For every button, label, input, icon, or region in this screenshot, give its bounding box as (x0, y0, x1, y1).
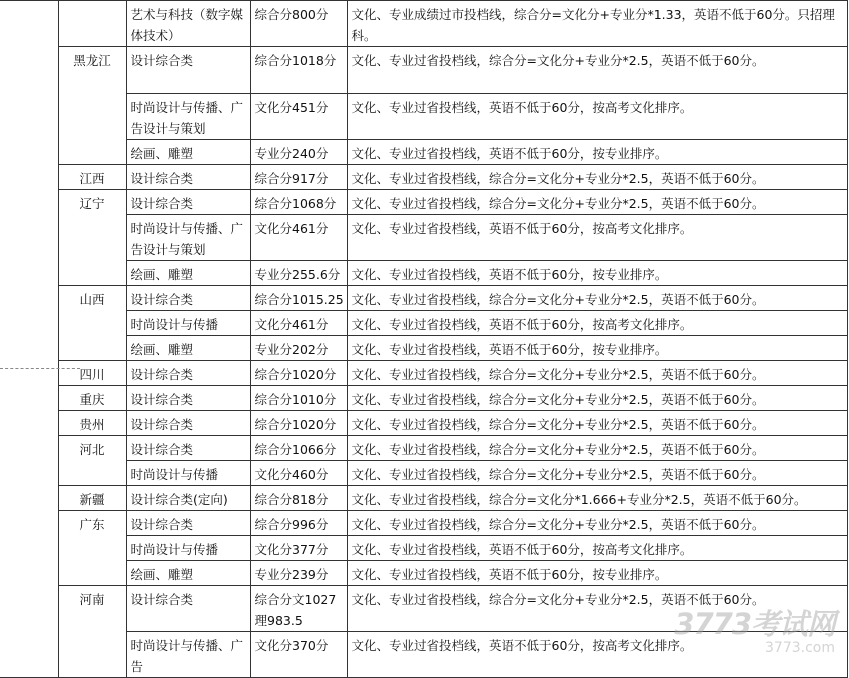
province-cell: 贵州 (58, 411, 126, 436)
table-row (0, 261, 847, 286)
score-cell: 文化分460分 (250, 461, 347, 486)
score-cell: 专业分255.6分 (250, 261, 347, 286)
province-cell: 重庆 (58, 386, 126, 411)
category-cell: 时尚设计与传播、广告设计与策划 (126, 215, 250, 261)
score-cell: 综合分1018分 (250, 47, 347, 94)
left-gutter (0, 1, 58, 678)
score-cell: 文化分461分 (250, 311, 347, 336)
rule-cell: 文化、专业过省投档线，综合分=文化分+专业分*2.5，英语不低于60分。 (347, 411, 847, 436)
rule-cell: 文化、专业过省投档线，综合分=文化分+专业分*2.5，英语不低于60分。 (347, 190, 847, 215)
province-cell: 黑龙江 (58, 47, 126, 165)
rule-cell: 文化、专业过省投档线，综合分=文化分+专业分*2.5，英语不低于60分。 (347, 586, 847, 632)
rule-cell: 文化、专业成绩过市投档线，综合分=文化分+专业分*1.33，英语不低于60分。只招理科。 (347, 1, 847, 47)
table-row (0, 336, 847, 361)
table-row (0, 286, 847, 311)
score-cell: 综合分1010分 (250, 386, 347, 411)
category-cell: 设计综合类 (126, 165, 250, 190)
table-row (0, 561, 847, 586)
table-row (0, 311, 847, 336)
rule-cell: 文化、专业过省投档线，英语不低于60分，按高考文化排序。 (347, 536, 847, 561)
province-cell: 河南 (58, 586, 126, 678)
table-row (0, 536, 847, 561)
table-row (0, 511, 847, 536)
table-row (0, 215, 847, 261)
category-cell: 绘画、雕塑 (126, 561, 250, 586)
dashed-separator (0, 368, 80, 369)
rule-cell: 文化、专业过省投档线，英语不低于60分，按专业排序。 (347, 261, 847, 286)
province-cell (58, 1, 126, 47)
rule-cell: 文化、专业过省投档线，综合分=文化分*1.666+专业分*2.5，英语不低于60分。 (347, 486, 847, 511)
watermark (674, 609, 835, 655)
table-row (0, 411, 847, 436)
category-cell: 绘画、雕塑 (126, 140, 250, 165)
category-cell: 时尚设计与传播 (126, 311, 250, 336)
category-cell: 时尚设计与传播 (126, 461, 250, 486)
province-cell: 新疆 (58, 486, 126, 511)
table-row (0, 361, 847, 386)
table-row (0, 386, 847, 411)
rule-cell: 文化、专业过省投档线，英语不低于60分，按高考文化排序。 (347, 632, 847, 678)
rule-cell: 文化、专业过省投档线，综合分=文化分+专业分*2.5，英语不低于60分。 (347, 461, 847, 486)
table-row (0, 47, 847, 94)
score-cell: 文化分461分 (250, 215, 347, 261)
score-cell: 综合分1066分 (250, 436, 347, 461)
category-cell: 艺术与科技（数字媒体技术） (126, 1, 250, 47)
score-cell: 综合分1068分 (250, 190, 347, 215)
category-cell: 设计综合类 (126, 586, 250, 632)
score-cell: 专业分239分 (250, 561, 347, 586)
category-cell: 设计综合类 (126, 511, 250, 536)
rule-cell: 文化、专业过省投档线，英语不低于60分，按高考文化排序。 (347, 215, 847, 261)
category-cell: 设计综合类 (126, 47, 250, 94)
rule-cell: 文化、专业过省投档线，英语不低于60分，按专业排序。 (347, 140, 847, 165)
table-row (0, 1, 847, 47)
category-cell: 设计综合类 (126, 386, 250, 411)
rule-cell: 文化、专业过省投档线，英语不低于60分，按专业排序。 (347, 561, 847, 586)
rule-cell: 文化、专业过省投档线，英语不低于60分，按专业排序。 (347, 336, 847, 361)
rule-cell: 文化、专业过省投档线，英语不低于60分，按高考文化排序。 (347, 94, 847, 140)
province-cell: 山西 (58, 286, 126, 361)
province-cell: 河北 (58, 436, 126, 486)
category-cell: 时尚设计与传播、广告 (126, 632, 250, 678)
rule-cell: 文化、专业过省投档线，综合分=文化分+专业分*2.5，英语不低于60分。 (347, 165, 847, 190)
rule-cell: 文化、专业过省投档线，综合分=文化分+专业分*2.5，英语不低于60分。 (347, 361, 847, 386)
score-cell: 综合分818分 (250, 486, 347, 511)
score-cell: 文化分451分 (250, 94, 347, 140)
category-cell: 设计综合类(定向) (126, 486, 250, 511)
category-cell: 绘画、雕塑 (126, 336, 250, 361)
province-cell: 辽宁 (58, 190, 126, 286)
category-cell: 时尚设计与传播 (126, 536, 250, 561)
rule-cell: 文化、专业过省投档线，综合分=文化分+专业分*2.5，英语不低于60分。 (347, 436, 847, 461)
table-row (0, 94, 847, 140)
score-cell: 专业分240分 (250, 140, 347, 165)
table-row (0, 165, 847, 190)
rule-cell: 文化、专业过省投档线，综合分=文化分+专业分*2.5，英语不低于60分。 (347, 286, 847, 311)
category-cell: 设计综合类 (126, 436, 250, 461)
score-cell: 综合分1015.25 (250, 286, 347, 311)
category-cell: 绘画、雕塑 (126, 261, 250, 286)
rule-cell: 文化、专业过省投档线，综合分=文化分+专业分*2.5，英语不低于60分。 (347, 47, 847, 94)
table-row (0, 140, 847, 165)
score-cell: 综合分1020分 (250, 411, 347, 436)
table-row (0, 436, 847, 461)
category-cell: 设计综合类 (126, 361, 250, 386)
category-cell: 时尚设计与传播、广告设计与策划 (126, 94, 250, 140)
score-cell: 综合分1020分 (250, 361, 347, 386)
score-cell: 综合分996分 (250, 511, 347, 536)
table-body (0, 1, 847, 678)
score-cell: 文化分370分 (250, 632, 347, 678)
category-cell: 设计综合类 (126, 190, 250, 215)
score-cell: 文化分377分 (250, 536, 347, 561)
score-cell: 综合分文1027理983.5 (250, 586, 347, 632)
province-cell: 四川 (58, 361, 126, 386)
score-cell: 专业分202分 (250, 336, 347, 361)
province-cell: 广东 (58, 511, 126, 586)
table-row (0, 190, 847, 215)
watermark-logo: 3773考试网 (674, 607, 835, 641)
category-cell: 设计综合类 (126, 411, 250, 436)
province-cell: 江西 (58, 165, 126, 190)
score-cell: 综合分917分 (250, 165, 347, 190)
rule-cell: 文化、专业过省投档线，英语不低于60分，按高考文化排序。 (347, 311, 847, 336)
rule-cell: 文化、专业过省投档线，综合分=文化分+专业分*2.5，英语不低于60分。 (347, 386, 847, 411)
table-row (0, 486, 847, 511)
table-row (0, 461, 847, 486)
watermark-site: 3773.com (765, 640, 835, 656)
score-cell: 综合分800分 (250, 1, 347, 47)
category-cell: 设计综合类 (126, 286, 250, 311)
rule-cell: 文化、专业过省投档线，综合分=文化分+专业分*2.5，英语不低于60分。 (347, 511, 847, 536)
